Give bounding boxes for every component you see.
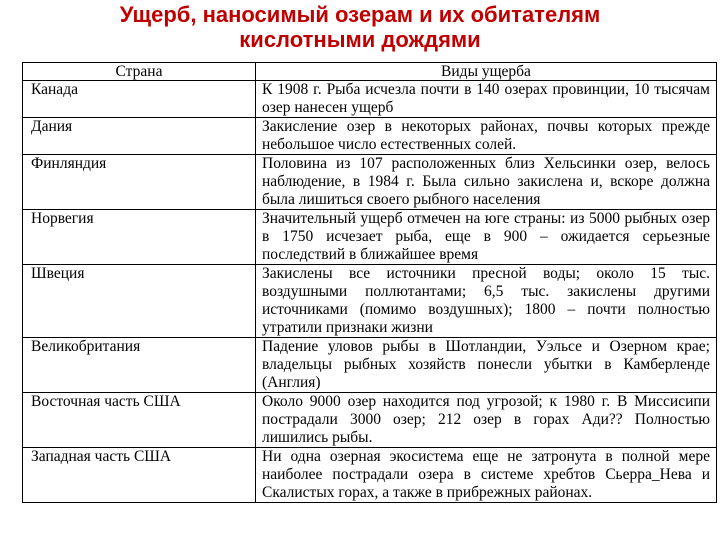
damage-cell: Значительный ущерб отмечен на юге страны: из 5000 рыбных озер в 1750 исчезает рыба, еще в 900 – ожидается серьезные последствий в ближайшее время	[256, 210, 717, 265]
country-cell: Канада	[23, 81, 256, 118]
table-row	[23, 265, 717, 338]
country-cell: Восточная часть США	[23, 393, 256, 448]
damage-cell: Закисление озер в некоторых районах, почвы которых прежде небольшое число естественных солей.	[256, 118, 717, 155]
country-cell: Великобритания	[23, 338, 256, 393]
title-line-1: Ущерб, наносимый озерам и их обитателям	[119, 2, 601, 27]
table-row	[23, 210, 717, 265]
country-cell: Швеция	[23, 265, 256, 338]
damage-cell: К 1908 г. Рыба исчезла почти в 140 озерах провинции, 10 тысячам озер нанесен ущерб	[256, 81, 717, 118]
damage-table	[22, 62, 717, 503]
damage-cell: Около 9000 озер находится под угрозой; к 1980 г. В Миссисипи пострадали 3000 озер; 212 озер в горах Ади?? Полностью лишились рыбы.	[256, 393, 717, 448]
title-line-2: кислотными дождями	[239, 27, 481, 52]
damage-cell: Закислены все источники пресной воды; около 15 тыс. воздушными поллютантами; 6,5 тыс. закислены другими источниками (помимо воздушных); 1800 – почти полностью утратили признаки жизни	[256, 265, 717, 338]
header-damage: Виды ущерба	[256, 63, 717, 81]
country-cell: Финляндия	[23, 155, 256, 210]
country-cell: Норвегия	[23, 210, 256, 265]
table-row	[23, 155, 717, 210]
damage-cell: Падение уловов рыбы в Шотландии, Уэльсе и Озерном крае; владельцы рыбных хозяйств понесли убытки в Камберленде (Англия)	[256, 338, 717, 393]
damage-cell: Половина из 107 расположенных близ Хельсинки озер, велось наблюдение, в 1984 г. Была сильно закислена и, вскоре должна была лишиться своего рыбного населения	[256, 155, 717, 210]
table-header-row	[23, 63, 717, 81]
table-row	[23, 81, 717, 118]
table-row	[23, 338, 717, 393]
table-row	[23, 393, 717, 448]
country-cell: Западная часть США	[23, 448, 256, 503]
header-country: Страна	[23, 63, 256, 81]
table-row	[23, 448, 717, 503]
country-cell: Дания	[23, 118, 256, 155]
page-title	[0, 2, 720, 52]
damage-cell: Ни одна озерная экосистема еще не затронута в полной мере наиболее пострадали озера в системе хребтов Сьерра_Нева и Скалистых горах, а также в прибрежных районах.	[256, 448, 717, 503]
table-row	[23, 118, 717, 155]
damage-table-container	[22, 62, 716, 503]
